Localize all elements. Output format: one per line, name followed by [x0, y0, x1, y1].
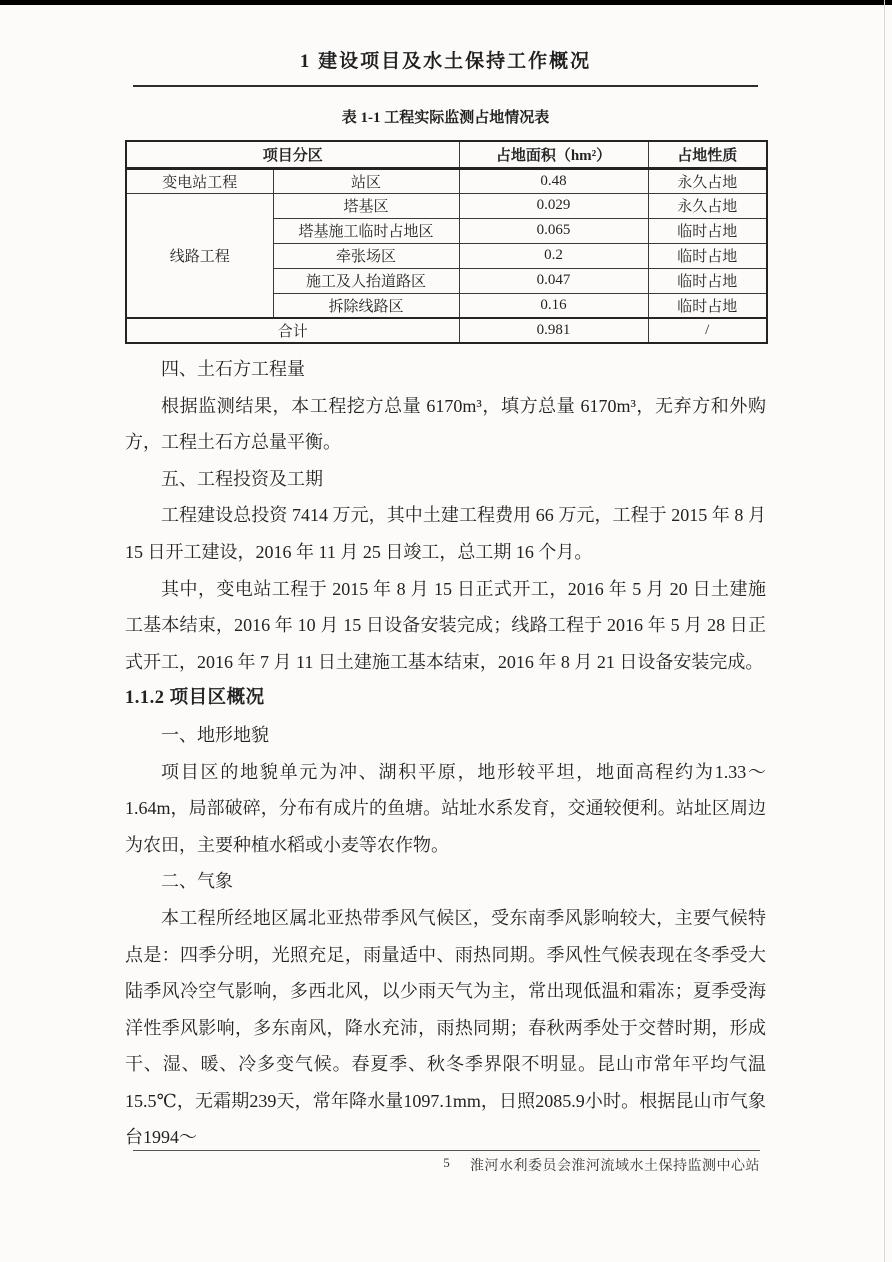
table-header-row: [126, 141, 767, 168]
land-occupation-table: [125, 140, 768, 344]
header-cell-nature: 占地性质: [648, 141, 767, 168]
table-row: [126, 168, 767, 193]
para-earthwork: 根据监测结果，本工程挖方总量 6170m³，填方总量 6170m³，无弃方和外购方，工程土石方总量平衡。: [125, 395, 766, 453]
para-schedule: 其中，变电站工程于 2015 年 8 月 15 日正式开工，2016 年 5 月 20 日土建施工基本结束，2016 年 10 月 15 日设备安装完成；线路工程于 2016 年 5 月 28 日正式开工，2016 年 7 月 11 日土建施工基本结束，2016 年 8 月 21 日设备安装完成。: [125, 578, 766, 672]
header-cell-area: 占地面积（hm²）: [459, 141, 648, 168]
cell-subzone: 塔基施工临时占地区: [273, 218, 459, 243]
table-row: [126, 193, 767, 218]
cell-area: 0.48: [459, 168, 648, 193]
cell-nature: 临时占地: [648, 268, 767, 293]
cell-nature: 临时占地: [648, 243, 767, 268]
header-cell-zone: 项目分区: [126, 141, 459, 168]
document-page: [125, 0, 766, 1156]
page-footer: [133, 1150, 760, 1175]
cell-subzone: 牵张场区: [273, 243, 459, 268]
cell-group: 变电站工程: [126, 168, 273, 193]
cell-nature: 临时占地: [648, 218, 767, 243]
cell-total-nature: /: [648, 318, 767, 343]
scan-right-edge: [884, 0, 885, 1262]
cell-area: 0.029: [459, 193, 648, 218]
cell-area: 0.2: [459, 243, 648, 268]
cell-subzone: 塔基区: [273, 193, 459, 218]
subhead-meteorology: 二、气象: [161, 871, 233, 892]
subhead-earthwork: 四、土石方工程量: [161, 359, 305, 379]
body-text: [125, 351, 766, 1156]
chapter-header: [125, 49, 766, 87]
subhead-investment: 五、工程投资及工期: [161, 468, 323, 489]
cell-area: 0.16: [459, 293, 648, 318]
cell-nature: 临时占地: [648, 293, 767, 318]
footer-institution: 淮河水利委员会淮河流域水土保持监测中心站: [470, 1159, 760, 1174]
cell-subzone: 站区: [273, 168, 459, 193]
para-investment: 工程建设总投资 7414 万元，其中土建工程费用 66 万元，工程于 2015 年 8 月 15 日开工建设，2016 年 11 月 25 日竣工，总工期 16 个月。: [125, 505, 766, 562]
cell-area: 0.065: [459, 218, 648, 243]
para-meteorology: 本工程所经地区属北亚热带季风气候区，受东南季风影响较大，主要气候特点是：四季分明，光照充足，雨量适中、雨热同期。季风性气候表现在冬季受大陆季风冷空气影响，多西北风，以少雨天气为主，常出现低温和霜冻；夏季受海洋性季风影响，多东南风，降水充沛，雨热同期；春秋两季处于交替时期，形成干、湿、暖、冷多变气候。春夏季、秋冬季界限不明显。昆山市常年平均气温15.5℃，无霜期239天，常年降水量1097.1mm，日照2085.9小时。根据昆山市气象台1994～: [125, 907, 766, 1148]
chapter-title: 1 建设项目及水土保持工作概况: [133, 49, 758, 87]
cell-subzone: 施工及人抬道路区: [273, 268, 459, 293]
footer-rule: [133, 1150, 760, 1151]
table-total-row: [126, 318, 767, 343]
table-caption: 表 1-1 工程实际监测占地情况表: [341, 110, 550, 126]
cell-nature: 永久占地: [648, 168, 767, 193]
page-number: 5: [443, 1155, 450, 1170]
cell-group: 线路工程: [126, 193, 273, 318]
cell-area: 0.047: [459, 268, 648, 293]
cell-nature: 永久占地: [648, 193, 767, 218]
cell-total-label: 合计: [126, 318, 459, 343]
cell-subzone: 拆除线路区: [273, 293, 459, 318]
cell-total-area: 0.981: [459, 318, 648, 343]
footer-row: [133, 1155, 760, 1175]
section-heading-project-area: 1.1.2 项目区概况: [125, 688, 265, 709]
subhead-landform: 一、地形地貌: [161, 724, 269, 745]
para-landform: 项目区的地貌单元为冲、湖积平原，地形较平坦，地面高程约为1.33～1.64m，局部破碎，分布有成片的鱼塘。站址水系发育，交通较便利。站址区周边为农田，主要种植水稻或小麦等农作物。: [125, 761, 766, 855]
